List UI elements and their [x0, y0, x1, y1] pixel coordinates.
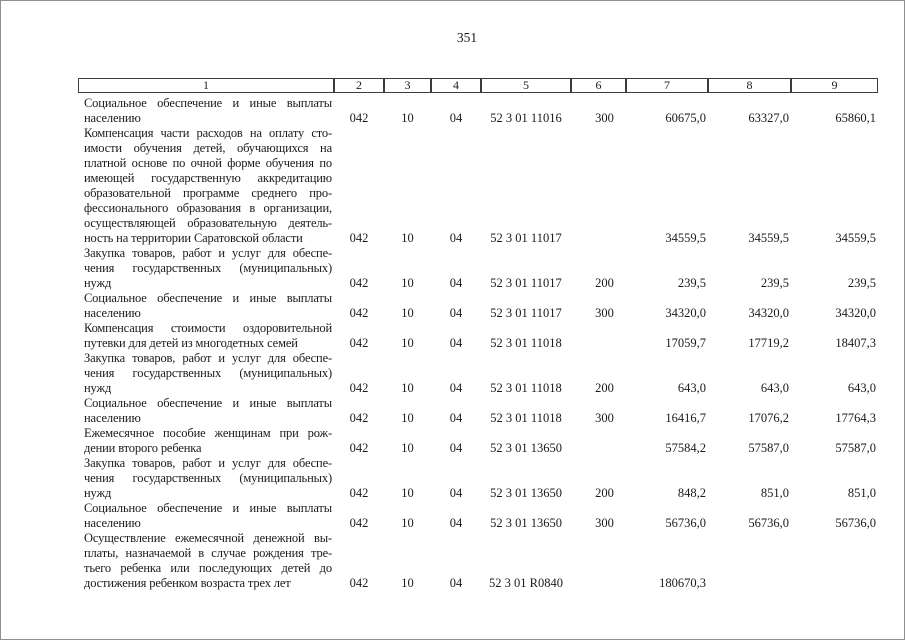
desc-line: Осуществление ежемесячной денежной вы- — [84, 531, 332, 545]
cell-c5: 52 3 01 11017 — [490, 231, 562, 245]
cell-c8: 34320,0 — [748, 306, 789, 320]
table-row — [78, 531, 878, 591]
cell-c3: 10 — [401, 411, 414, 425]
cell-c8: 57587,0 — [748, 441, 789, 455]
desc-line: нужд — [84, 276, 112, 290]
desc-line: Закупка товаров, работ и услуг для обеспе- — [84, 351, 332, 365]
cell-c5: 52 3 01 11017 — [490, 306, 562, 320]
table-row — [78, 351, 878, 396]
desc-line: населению — [84, 306, 141, 320]
cell-c4: 04 — [449, 516, 463, 530]
header-cell-2: 2 — [334, 78, 384, 93]
desc-line: Ежемесячное пособие женщинам при рож- — [84, 426, 332, 440]
cell-c3: 10 — [401, 276, 414, 290]
page-number: 351 — [456, 30, 478, 45]
cell-c7: 848,2 — [677, 486, 706, 500]
desc-cell — [78, 456, 334, 501]
cell-c6: 300 — [595, 516, 614, 530]
cell-c2: 042 — [349, 486, 369, 500]
table-row — [78, 426, 878, 456]
cell-c5: 52 3 01 11016 — [490, 111, 562, 125]
cell-c8: 17076,2 — [748, 411, 789, 425]
table-header-row — [78, 78, 878, 93]
cell-c7: 239,5 — [677, 276, 706, 290]
cell-c7: 57584,2 — [665, 441, 706, 455]
cell-c3: 10 — [401, 576, 414, 590]
cell-c3: 10 — [401, 516, 414, 530]
cell-c4: 04 — [449, 306, 463, 320]
table-row — [78, 291, 878, 321]
cell-c8: 851,0 — [760, 486, 789, 500]
desc-line: путевки для детей из многодетных семей — [84, 336, 298, 350]
cell-c2: 042 — [349, 381, 369, 395]
desc-line: платной основе по очной форме обучения по — [84, 156, 332, 170]
desc-line: Социальное обеспечение и иные выплаты — [84, 396, 332, 410]
table-row — [78, 321, 878, 351]
cell-c8: 643,0 — [760, 381, 789, 395]
cell-c5: 52 3 01 11018 — [490, 381, 562, 395]
desc-line: осуществляющей образовательную деятель- — [84, 216, 332, 230]
cell-c9: 34559,5 — [835, 231, 876, 245]
cell-c3: 10 — [401, 306, 414, 320]
cell-c2: 042 — [349, 276, 369, 290]
table-row — [78, 126, 878, 246]
cell-c5: 52 3 01 13650 — [490, 516, 562, 530]
cell-c7: 60675,0 — [665, 111, 706, 125]
desc-line: населению — [84, 411, 141, 425]
desc-line: достижения ребенком возраста трех лет — [84, 576, 291, 590]
cell-c9: 239,5 — [847, 276, 876, 290]
desc-line: чения государственных (муниципальных) — [84, 471, 332, 485]
cell-c8: 239,5 — [760, 276, 789, 290]
cell-c2: 042 — [349, 306, 369, 320]
desc-cell — [78, 531, 334, 591]
cell-c7: 16416,7 — [665, 411, 706, 425]
cell-c7: 56736,0 — [665, 516, 706, 530]
cell-c4: 04 — [449, 231, 463, 245]
cell-c2: 042 — [349, 576, 369, 590]
cell-c8: 34559,5 — [748, 231, 789, 245]
cell-c9: 851,0 — [847, 486, 876, 500]
cell-c4: 04 — [449, 441, 463, 455]
header-cell-7: 7 — [626, 78, 708, 93]
desc-line: Социальное обеспечение и иные выплаты — [84, 501, 332, 515]
desc-cell — [78, 126, 334, 246]
cell-c6: 300 — [595, 411, 614, 425]
desc-cell — [78, 351, 334, 396]
cell-c2: 042 — [349, 441, 369, 455]
cell-c2: 042 — [349, 336, 369, 350]
desc-line: населению — [84, 111, 141, 125]
cell-c2: 042 — [349, 231, 369, 245]
table-body — [78, 96, 878, 591]
desc-line: имеющей государственную аккредитацию — [84, 171, 332, 185]
cell-c5: 52 3 01 13650 — [490, 441, 562, 455]
desc-line: дении второго ребенка — [84, 441, 202, 455]
cell-c4: 04 — [449, 576, 463, 590]
desc-line: нужд — [84, 486, 112, 500]
table-row — [78, 246, 878, 291]
cell-c5: 52 3 01 11018 — [490, 336, 562, 350]
cell-c9: 643,0 — [847, 381, 876, 395]
desc-cell — [78, 246, 334, 291]
cell-c6: 200 — [595, 276, 614, 290]
desc-cell — [78, 396, 334, 426]
desc-line: Социальное обеспечение и иные выплаты — [84, 291, 332, 305]
desc-line: населению — [84, 516, 141, 530]
cell-c8: 17719,2 — [748, 336, 789, 350]
table-row — [78, 396, 878, 426]
cell-c5: 52 3 01 13650 — [490, 486, 562, 500]
budget-table — [78, 78, 878, 591]
cell-c2: 042 — [349, 111, 369, 125]
desc-line: тьего ребенка или последующих детей до — [84, 561, 332, 575]
header-cell-9: 9 — [791, 78, 878, 93]
cell-c9: 57587,0 — [835, 441, 876, 455]
cell-c9: 65860,1 — [835, 111, 876, 125]
cell-c9: 34320,0 — [835, 306, 876, 320]
desc-line: ность на территории Саратовской области — [84, 231, 303, 245]
desc-line: образовательной программе среднего про- — [84, 186, 332, 200]
cell-c3: 10 — [401, 231, 414, 245]
table-row — [78, 96, 878, 126]
header-cell-6: 6 — [571, 78, 626, 93]
cell-c9: 56736,0 — [835, 516, 876, 530]
cell-c6: 200 — [595, 486, 614, 500]
desc-line: Закупка товаров, работ и услуг для обеспе- — [84, 456, 332, 470]
cell-c7: 34559,5 — [665, 231, 706, 245]
desc-cell — [78, 426, 334, 456]
cell-c9: 17764,3 — [835, 411, 876, 425]
cell-c6: 200 — [595, 381, 614, 395]
cell-c4: 04 — [449, 276, 463, 290]
cell-c2: 042 — [349, 516, 369, 530]
cell-c5: 52 3 01 R0840 — [489, 576, 563, 590]
cell-c5: 52 3 01 11017 — [490, 276, 562, 290]
desc-line: Компенсация стоимости оздоровительной — [84, 321, 332, 335]
desc-line: платы, назначаемой в случае рождения тре- — [84, 546, 332, 560]
desc-line: Компенсация части расходов на оплату сто- — [84, 126, 332, 140]
cell-c8: 56736,0 — [748, 516, 789, 530]
desc-cell — [78, 321, 334, 351]
desc-line: имости обучения детей, обучающихся на — [84, 141, 332, 155]
cell-c8: 63327,0 — [748, 111, 789, 125]
header-cell-8: 8 — [708, 78, 791, 93]
header-cell-5: 5 — [481, 78, 571, 93]
cell-c3: 10 — [401, 381, 414, 395]
desc-cell — [78, 501, 334, 531]
cell-c4: 04 — [449, 111, 463, 125]
cell-c3: 10 — [401, 336, 414, 350]
cell-c4: 04 — [449, 381, 463, 395]
desc-line: чения государственных (муниципальных) — [84, 366, 332, 380]
cell-c3: 10 — [401, 111, 414, 125]
cell-c3: 10 — [401, 486, 414, 500]
cell-c7: 34320,0 — [665, 306, 706, 320]
cell-c7: 643,0 — [677, 381, 706, 395]
cell-c2: 042 — [349, 411, 369, 425]
cell-c9: 18407,3 — [835, 336, 876, 350]
desc-cell — [78, 96, 334, 126]
cell-c3: 10 — [401, 441, 414, 455]
cell-c6: 300 — [595, 306, 614, 320]
cell-c4: 04 — [449, 336, 463, 350]
header-cell-1: 1 — [78, 78, 334, 93]
cell-c4: 04 — [449, 411, 463, 425]
header-cell-3: 3 — [384, 78, 431, 93]
desc-cell — [78, 291, 334, 321]
table-row — [78, 501, 878, 531]
desc-line: нужд — [84, 381, 112, 395]
cell-c7: 17059,7 — [665, 336, 706, 350]
desc-line: фессионального образования в организации, — [84, 201, 332, 215]
cell-c6: 300 — [595, 111, 614, 125]
cell-c5: 52 3 01 11018 — [490, 411, 562, 425]
desc-line: чения государственных (муниципальных) — [84, 261, 332, 275]
desc-line: Закупка товаров, работ и услуг для обеспе- — [84, 246, 332, 260]
desc-line: Социальное обеспечение и иные выплаты — [84, 96, 332, 110]
cell-c7: 180670,3 — [659, 576, 706, 590]
cell-c4: 04 — [449, 486, 463, 500]
table-row — [78, 456, 878, 501]
header-cell-4: 4 — [431, 78, 481, 93]
